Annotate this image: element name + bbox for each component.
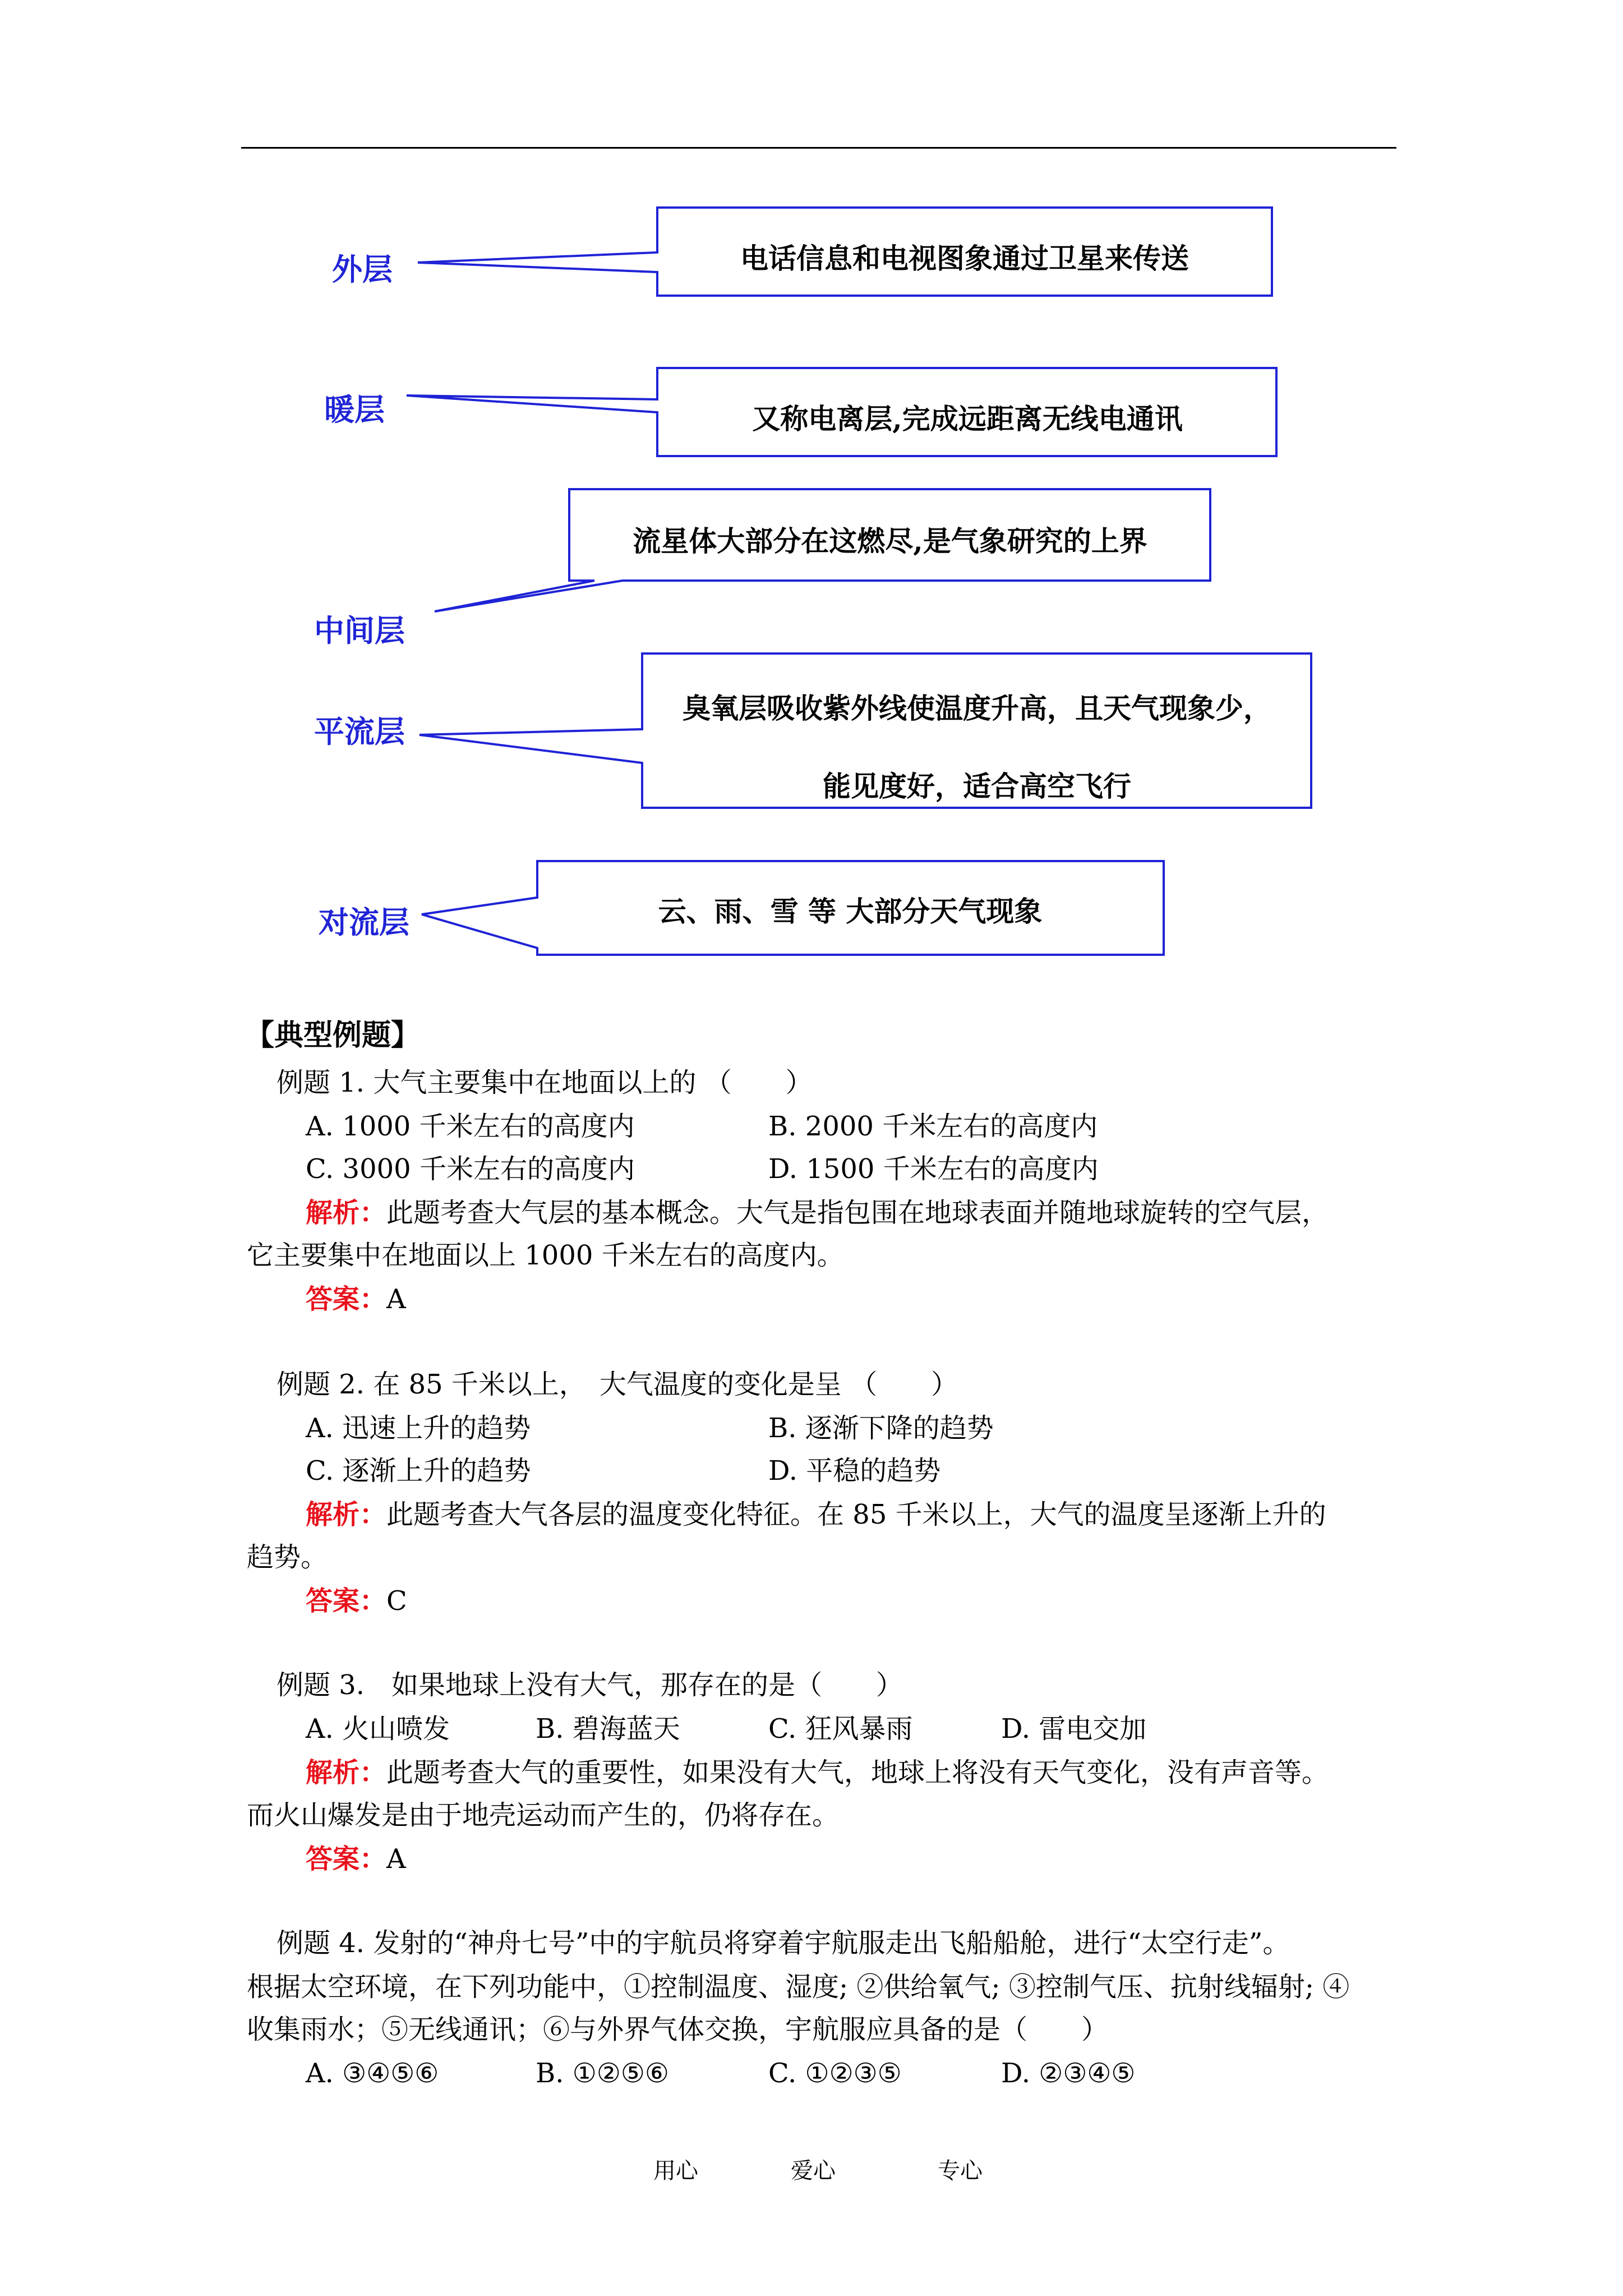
desc-troposphere: 云、雨、雪 等 大部分天气现象 bbox=[658, 895, 1043, 928]
answer-label: 答案： bbox=[306, 1283, 387, 1315]
diagram-callouts bbox=[0, 0, 1623, 965]
answer-value: A bbox=[386, 1843, 406, 1875]
answer-value: C bbox=[386, 1585, 407, 1617]
q4-option-b: B. ①②⑤⑥ bbox=[536, 2058, 669, 2089]
answer-label: 答案： bbox=[306, 1843, 387, 1875]
analysis-label: 解析： bbox=[306, 1197, 387, 1228]
q2-answer bbox=[306, 1585, 407, 1617]
q4-stem-line1: 例题 4. 发射的“神舟七号”中的宇航员将穿着宇航服走出飞船船舱，进行“太空行走”。 bbox=[276, 1927, 1290, 1959]
q3-answer bbox=[306, 1843, 406, 1875]
desc-outer: 电话信息和电视图象通过卫星来传送 bbox=[740, 242, 1189, 275]
desc-mesosphere: 流星体大部分在这燃尽,是气象研究的上界 bbox=[633, 524, 1147, 558]
q2-option-c: C. 逐渐上升的趋势 bbox=[306, 1455, 531, 1487]
atmosphere-layer-diagram bbox=[0, 0, 1623, 965]
q1-analysis-line2: 它主要集中在地面以上 1000 千米左右的高度内。 bbox=[247, 1240, 844, 1271]
desc-thermosphere: 又称电离层,完成远距离无线电通讯 bbox=[752, 402, 1183, 435]
layer-label-stratosphere: 平流层 bbox=[314, 714, 405, 749]
layer-label-troposphere: 对流层 bbox=[319, 905, 409, 940]
answer-value: A bbox=[386, 1283, 406, 1315]
q2-option-a: A. 迅速上升的趋势 bbox=[306, 1412, 531, 1444]
q3-analysis-line2: 而火山爆发是由于地壳运动而产生的，仍将存在。 bbox=[247, 1800, 840, 1831]
q1-option-c: C. 3000 千米左右的高度内 bbox=[306, 1153, 635, 1185]
q1-answer bbox=[306, 1283, 406, 1315]
q1-option-b: B. 2000 千米左右的高度内 bbox=[768, 1111, 1098, 1142]
q3-option-a: A. 火山喷发 bbox=[306, 1713, 450, 1745]
analysis-text: 此题考查大气的重要性，如果没有大气，地球上将没有天气变化，没有声音等。 bbox=[386, 1757, 1329, 1788]
q2-stem: 例题 2. 在 85 千米以上， 大气温度的变化是呈 （ ） bbox=[276, 1369, 958, 1400]
footer-text-2: 爱心 bbox=[791, 2158, 836, 2184]
analysis-text: 此题考查大气各层的温度变化特征。在 85 千米以上，大气的温度呈逐渐上升的 bbox=[386, 1499, 1326, 1530]
q4-stem-line3: 收集雨水；⑤无线通讯；⑥与外界气体交换，宇航服应具备的是（ ） bbox=[247, 2014, 1109, 2045]
analysis-label: 解析： bbox=[306, 1757, 387, 1788]
q2-option-b: B. 逐渐下降的趋势 bbox=[768, 1412, 994, 1444]
desc-stratosphere-line2: 能见度好，适合高空飞行 bbox=[823, 770, 1131, 803]
answer-label: 答案： bbox=[306, 1585, 387, 1617]
layer-label-thermosphere: 暖层 bbox=[324, 392, 385, 427]
q3-stem: 例题 3. 如果地球上没有大气，那存在的是（ ） bbox=[276, 1669, 903, 1701]
q4-stem-line2: 根据太空环境，在下列功能中，①控制温度、湿度; ②供给氧气; ③控制气压、抗射线辐射; ④ bbox=[247, 1971, 1350, 2003]
q4-option-a: A. ③④⑤⑥ bbox=[306, 2058, 439, 2089]
q1-option-a: A. 1000 千米左右的高度内 bbox=[306, 1111, 635, 1142]
q4-option-c: C. ①②③⑤ bbox=[768, 2058, 902, 2089]
q2-analysis-line2: 趋势。 bbox=[247, 1542, 328, 1573]
analysis-text: 此题考查大气层的基本概念。大气是指包围在地球表面并随地球旋转的空气层， bbox=[386, 1197, 1329, 1228]
analysis-label: 解析： bbox=[306, 1499, 387, 1530]
desc-stratosphere-line1: 臭氧层吸收紫外线使温度升高，且天气现象少， bbox=[683, 692, 1271, 725]
q1-option-d: D. 1500 千米左右的高度内 bbox=[768, 1153, 1099, 1185]
q4-option-d: D. ②③④⑤ bbox=[1001, 2058, 1136, 2089]
q3-option-b: B. 碧海蓝天 bbox=[536, 1713, 680, 1745]
layer-label-mesosphere: 中间层 bbox=[314, 613, 405, 648]
layer-label-outer: 外层 bbox=[332, 252, 393, 287]
q3-option-d: D. 雷电交加 bbox=[1001, 1713, 1147, 1745]
q1-analysis bbox=[306, 1199, 1329, 1226]
q2-analysis bbox=[306, 1501, 1326, 1528]
section-title: 【典型例题】 bbox=[245, 1018, 421, 1052]
q3-option-c: C. 狂风暴雨 bbox=[768, 1713, 913, 1745]
footer-text-3: 专心 bbox=[938, 2158, 983, 2184]
footer-text-1: 用心 bbox=[653, 2158, 698, 2184]
q3-analysis bbox=[306, 1759, 1329, 1786]
q1-stem: 例题 1. 大气主要集中在地面以上的 （ ） bbox=[276, 1067, 813, 1098]
q2-option-d: D. 平稳的趋势 bbox=[768, 1455, 941, 1487]
